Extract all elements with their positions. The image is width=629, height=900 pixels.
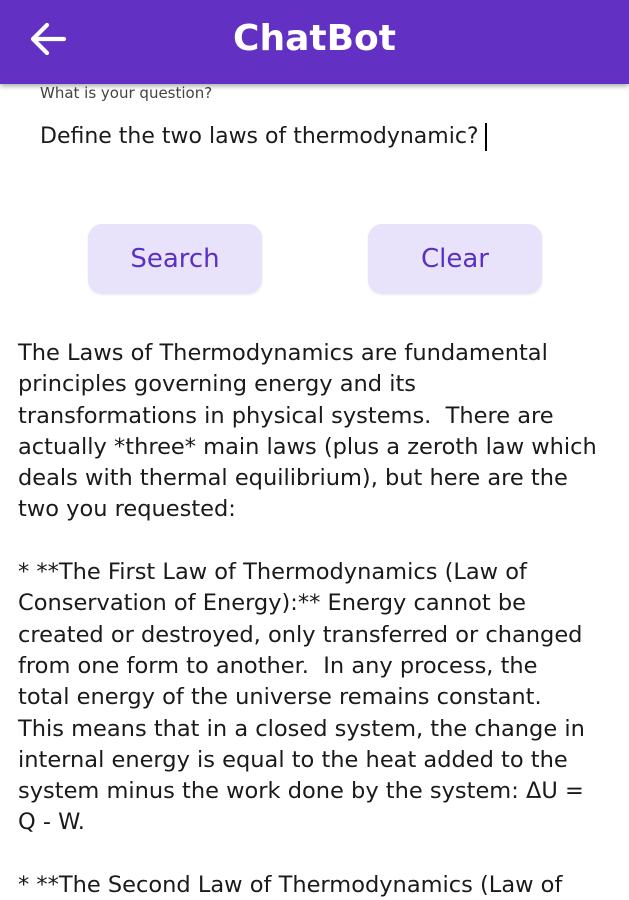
response-line: two you requested: (18, 496, 236, 523)
response-line: transformations in physical systems. There are (18, 402, 554, 429)
response-line (18, 839, 618, 870)
response-line (18, 526, 618, 557)
response-line: This means that in a closed system, the change in (18, 715, 585, 742)
app-bar (0, 0, 629, 84)
response-line: from one form to another. In any process, the (18, 652, 538, 679)
app-title: ChatBot (233, 18, 396, 59)
response-line: * **The Second Law of Thermodynamics (Law of (18, 872, 563, 899)
response-line: principles governing energy and its (18, 371, 417, 398)
response-text (18, 338, 618, 900)
response-line: total energy of the universe remains constant. (18, 684, 542, 711)
response-line: Conservation of Energy):** Energy cannot be (18, 590, 526, 617)
search-button[interactable]: Search (88, 224, 262, 294)
response-line: The Laws of Thermodynamics are fundamental (18, 340, 548, 366)
question-text: Define the two laws of thermodynamic? (40, 124, 479, 149)
response-line: created or destroyed, only transferred or changed (18, 621, 583, 648)
response-line: deals with thermal equilibrium), but here are the (18, 465, 568, 492)
clear-button[interactable]: Clear (368, 224, 542, 294)
response-line: actually *three* main laws (plus a zeroth law which (18, 433, 597, 460)
text-cursor (485, 123, 487, 151)
response-line: Q - W. (18, 809, 85, 836)
question-input[interactable] (40, 122, 487, 152)
response-line: * **The First Law of Thermodynamics (Law of (18, 559, 527, 586)
response-line: system minus the work done by the system: ΔU = (18, 778, 584, 805)
question-label: What is your question? (40, 84, 213, 102)
question-field[interactable] (0, 84, 629, 184)
response-line: internal energy is equal to the heat added to the (18, 746, 568, 773)
